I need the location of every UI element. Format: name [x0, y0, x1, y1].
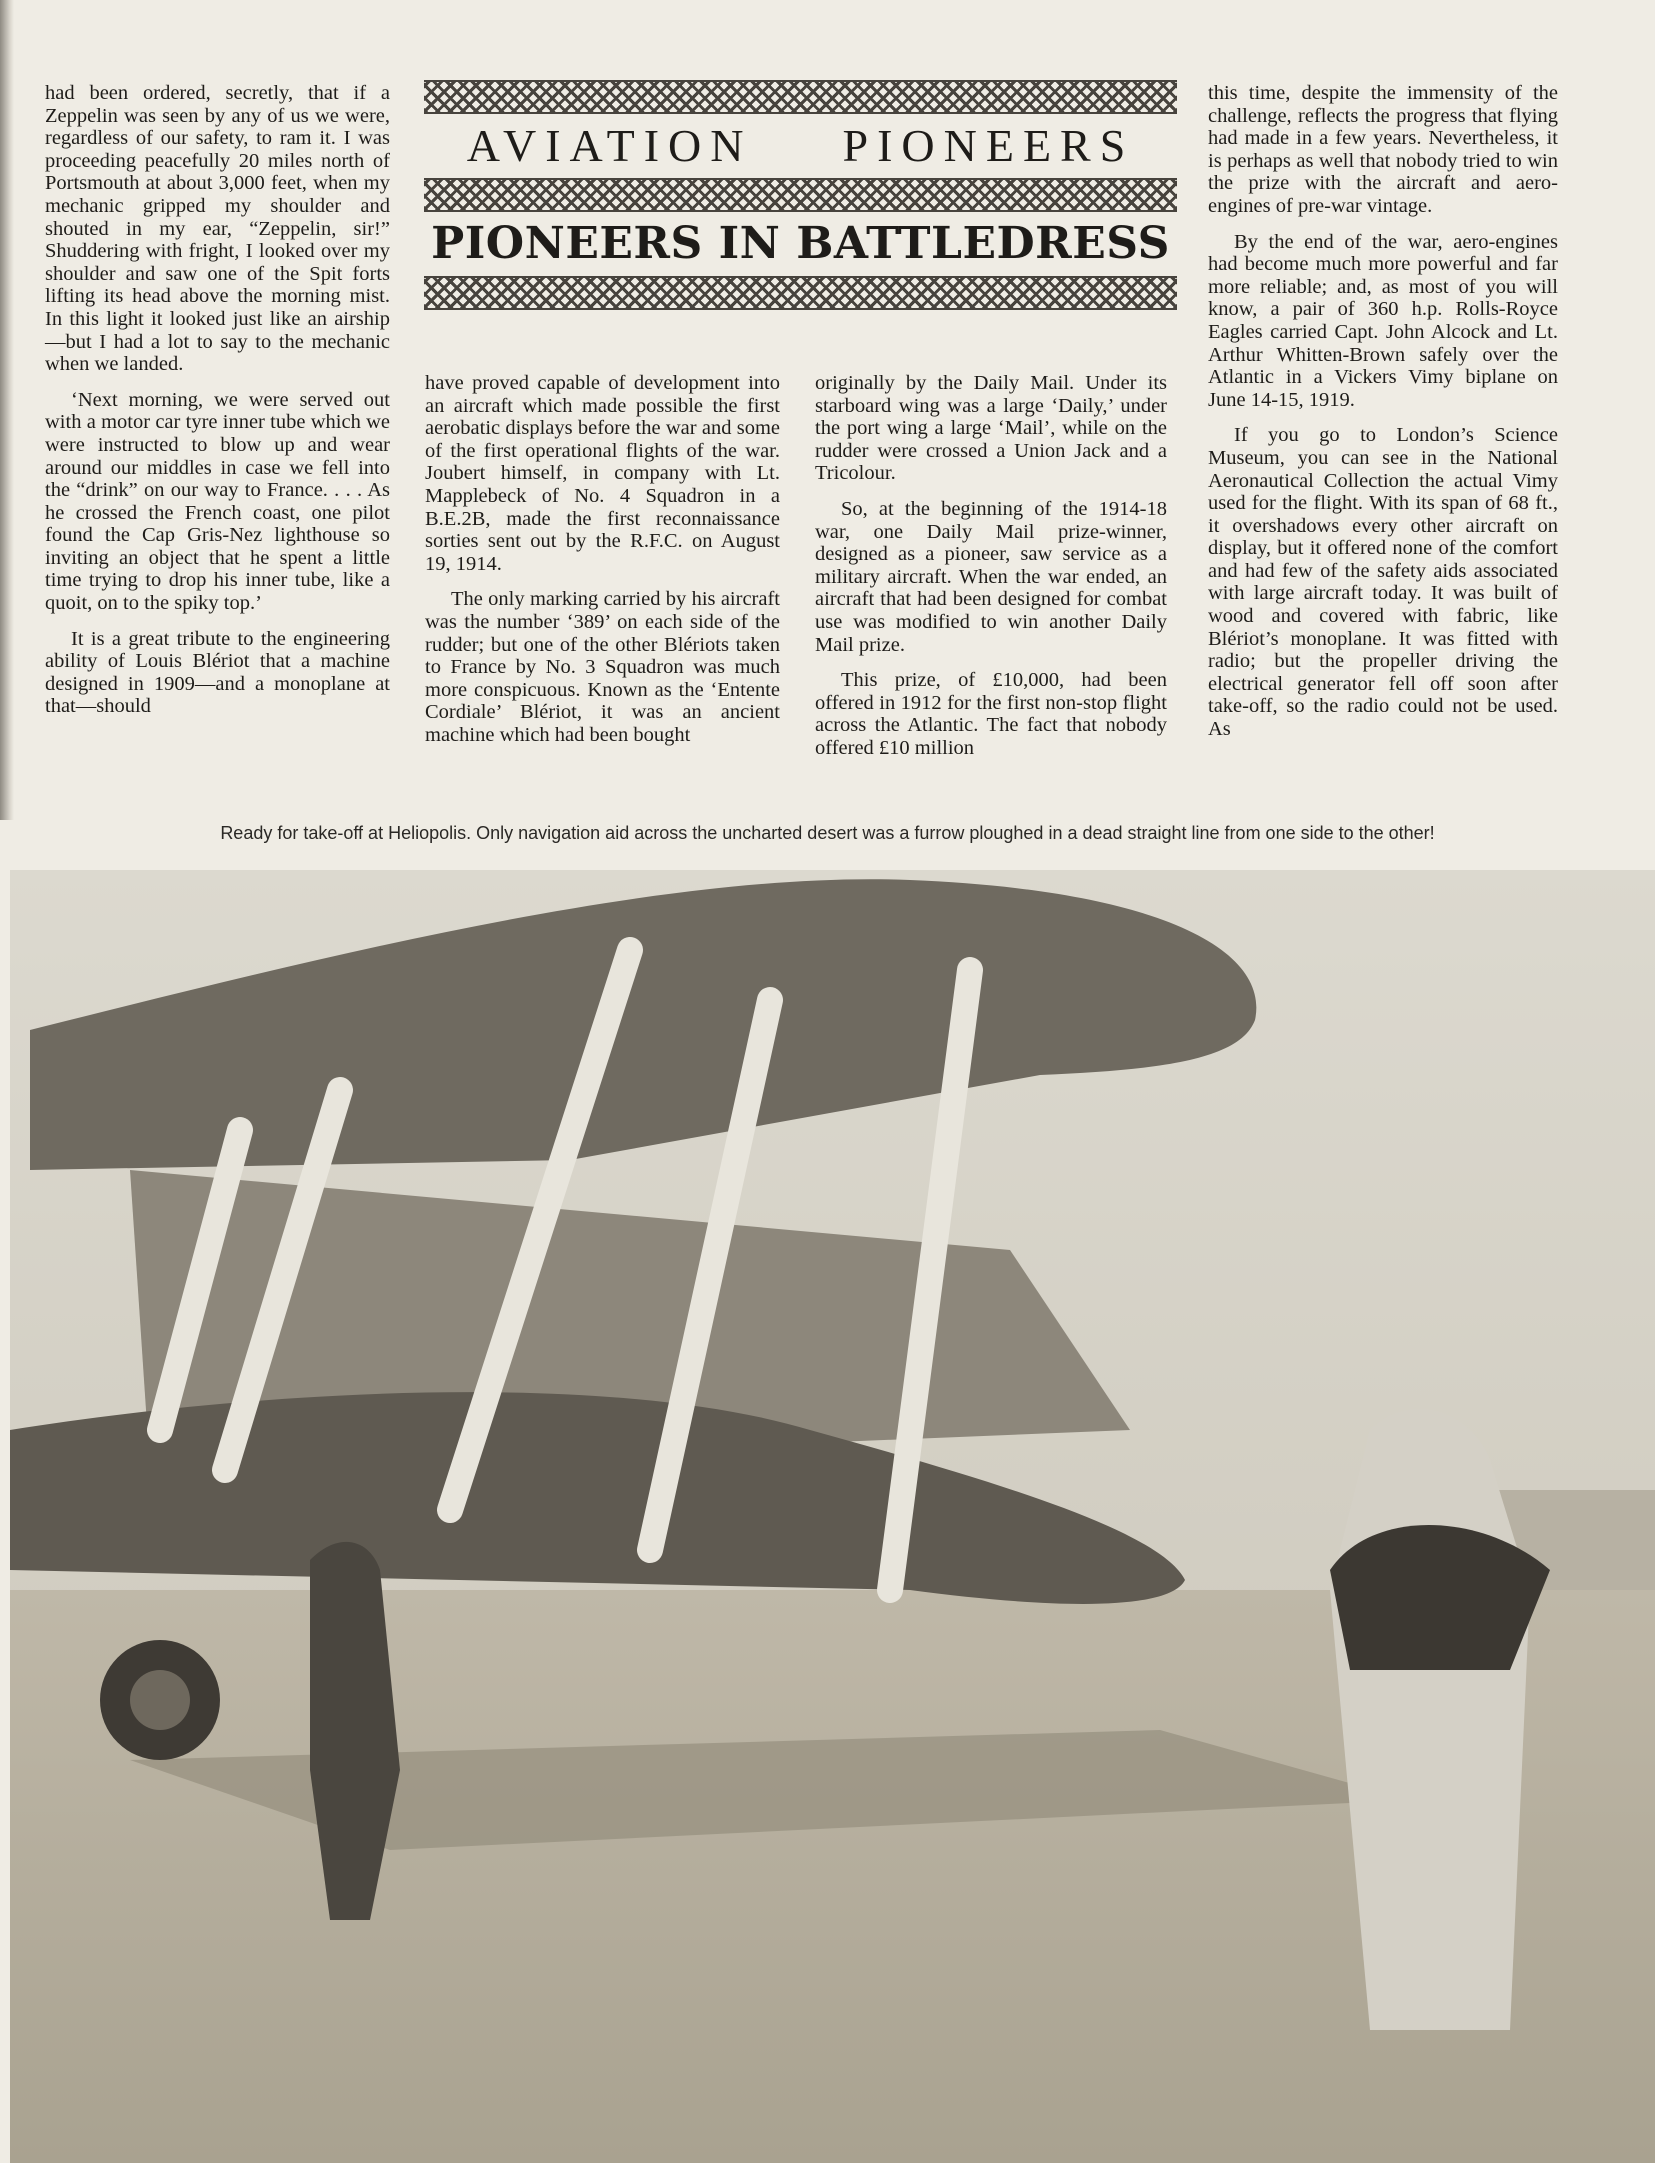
article-title: PIONEERS IN BATTLEDRESS: [431, 218, 1170, 269]
paragraph: The only marking carried by his aircraft was the number ‘389’ on each side of the rudder; but one of the other Blériots taken to France by No. 3 Squadron was much more conspicuous. Known as the ‘Entente Cordiale’ Blériot, it was an ancient machine which had been bought: [425, 588, 780, 746]
ornament-border-icon: [424, 80, 1177, 114]
photo-caption: Ready for take-off at Heliopolis. Only navigation aid across the uncharted desert was a furrow ploughed in a dead straight line from one side to the other!: [220, 823, 1435, 843]
paragraph: have proved capable of development into an aircraft which made possible the first aerobatic displays before the war and some of the first operational flights of the war. Joubert himself, in company with Lt. Mapplebeck of No. 4 Squadron in a B.E.2B, made the first reconnaissance sorties sent out by the R.F.C. on August 19, 1914.: [425, 372, 780, 575]
paragraph: It is a great tribute to the engineering ability of Louis Blériot that a machine designed in 1909—and a monoplane at that—should: [45, 627, 390, 718]
text-column-1: [45, 82, 390, 731]
ornament-border-icon: [424, 276, 1177, 310]
text-column-4: [1208, 82, 1558, 754]
biplane-photo: [10, 870, 1655, 2163]
paragraph: So, at the beginning of the 1914-18 war, one Daily Mail prize-winner, designed as a pioneer, saw service as a military aircraft. When the war ended, an aircraft that had been designed for combat use was modified to win another Daily Mail prize.: [815, 497, 1167, 656]
series-title: [418, 118, 1183, 174]
text-column-3: [815, 372, 1167, 773]
article-masthead: [418, 80, 1183, 310]
text-column-2: [425, 372, 780, 760]
paragraph: had been ordered, secretly, that if a Zeppelin was seen by any of us we were, regardless of our safety, to ram it. I was proceeding peacefully 20 miles north of Portsmouth at about 3,000 feet, when my mechanic gripped my shoulder and shouted in my ear, “Zeppelin, sir!” Shuddering with fright, I looked over my shoulder and saw one of the Spit forts lifting its head above the morning mist. In this light it looked just like an airship—but I had a lot to say to the mechanic when we landed.: [45, 82, 390, 376]
paragraph: ‘Next morning, we were served out with a motor car tyre inner tube which we were instructed to blow up and wear around our middles in case we fell into the “drink” on our way to France. . . . As he crossed the French coast, one pilot found the Cap Gris-Nez lighthouse so inviting an object that he spent a little time trying to drop his inner tube, like a quoit, on to the spiky top.’: [45, 388, 390, 615]
page-binding-shadow: [0, 0, 14, 820]
paragraph: If you go to London’s Science Museum, you can see in the National Aeronautical Collection the actual Vimy used for the flight. With its span of 68 ft., it overshadows every other aircraft on display, but it offered none of the comfort and had few of the safety aids associated with large aircraft today. It was built of wood and covered with fabric, like Blériot’s monoplane. It was fitted with radio; but the propeller driving the electrical generator fell off soon after take-off, so the radio could not be used. As: [1208, 424, 1558, 741]
series-word-pioneers: PIONEERS: [842, 120, 1135, 171]
paragraph: originally by the Daily Mail. Under its starboard wing was a large ‘Daily,’ under the port wing a large ‘Mail’, while on the rudder were crossed a Union Jack and a Tricolour.: [815, 372, 1167, 485]
ornament-border-icon: [424, 178, 1177, 212]
paragraph: This prize, of £10,000, had been offered in 1912 for the first non-stop flight across the Atlantic. The fact that nobody offered £10 million: [815, 669, 1167, 759]
biplane-photo-icon: [10, 870, 1655, 2163]
paragraph: this time, despite the immensity of the challenge, reflects the progress that flying had made in a few years. Nevertheless, it is perhaps as well that nobody tried to win the prize with the aircraft and aero-engines of pre-war vintage.: [1208, 82, 1558, 217]
paragraph: By the end of the war, aero-engines had become much more powerful and far more reliable; and, as most of you will know, a pair of 360 h.p. Rolls-Royce Eagles carried Capt. John Alcock and Lt. Arthur Whitten-Brown safely over the Atlantic in a Vickers Vimy biplane on June 14-15, 1919.: [1208, 230, 1558, 411]
series-word-aviation: AVIATION: [466, 120, 753, 171]
